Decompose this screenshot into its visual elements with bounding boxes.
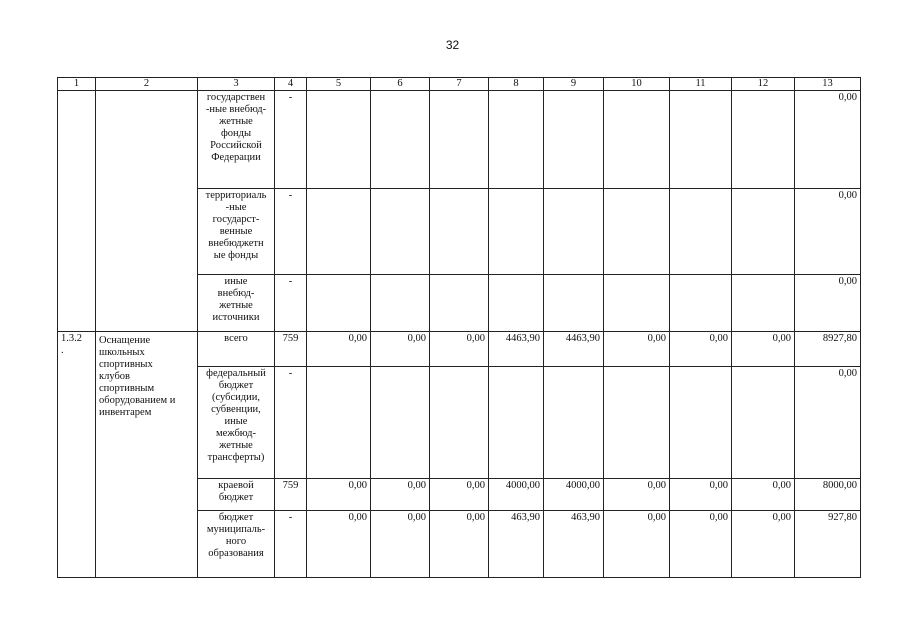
value-cell: 4000,00 — [544, 479, 604, 511]
total-cell: 0,00 — [795, 367, 861, 479]
value-cell: 4463,90 — [489, 332, 544, 367]
value-cell: 0,00 — [430, 332, 489, 367]
table-row — [58, 332, 861, 367]
header-cell: 3 — [198, 78, 275, 91]
value-cell: 0,00 — [371, 511, 430, 578]
empty-cell — [58, 91, 96, 332]
value-cell: 0,00 — [670, 332, 732, 367]
value-cell — [489, 275, 544, 332]
code-cell: - — [275, 91, 307, 189]
value-cell — [489, 91, 544, 189]
code-cell: - — [275, 367, 307, 479]
value-cell — [604, 91, 670, 189]
value-cell — [371, 367, 430, 479]
code-cell: 759 — [275, 332, 307, 367]
value-cell: 0,00 — [430, 511, 489, 578]
header-cell: 6 — [371, 78, 430, 91]
table-row — [58, 91, 861, 189]
header-cell: 7 — [430, 78, 489, 91]
header-cell: 4 — [275, 78, 307, 91]
value-cell — [732, 367, 795, 479]
funding-source-cell: федеральный бюджет (субсидии, субвенции, иные межбюд- жетные трансферты) — [198, 367, 275, 479]
total-cell: 0,00 — [795, 91, 861, 189]
value-cell — [544, 275, 604, 332]
header-cell: 10 — [604, 78, 670, 91]
value-cell: 0,00 — [371, 479, 430, 511]
total-cell: 8000,00 — [795, 479, 861, 511]
value-cell — [371, 189, 430, 275]
code-cell: 759 — [275, 479, 307, 511]
funding-source-cell: всего — [198, 332, 275, 367]
value-cell: 0,00 — [307, 511, 371, 578]
value-cell: 0,00 — [430, 479, 489, 511]
funding-source-cell: территориаль -ные государст- венные внебюджетн ые фонды — [198, 189, 275, 275]
header-row — [58, 78, 861, 91]
value-cell — [604, 189, 670, 275]
value-cell — [371, 275, 430, 332]
header-cell: 2 — [96, 78, 198, 91]
value-cell: 0,00 — [732, 479, 795, 511]
value-cell: 0,00 — [732, 332, 795, 367]
header-cell: 1 — [58, 78, 96, 91]
funding-source-cell: бюджет муниципаль- ного образования — [198, 511, 275, 578]
value-cell: 463,90 — [489, 511, 544, 578]
budget-table — [57, 77, 861, 578]
value-cell — [670, 275, 732, 332]
value-cell — [732, 91, 795, 189]
value-cell: 0,00 — [670, 511, 732, 578]
funding-source-cell: иные внебюд- жетные источники — [198, 275, 275, 332]
value-cell — [307, 189, 371, 275]
value-cell: 463,90 — [544, 511, 604, 578]
value-cell — [371, 91, 430, 189]
item-name-cell: Оснащение школьных спортивных клубов спортивным оборудованием и инвентарем — [96, 332, 198, 578]
header-cell: 12 — [732, 78, 795, 91]
value-cell — [670, 189, 732, 275]
value-cell — [544, 367, 604, 479]
value-cell: 0,00 — [307, 332, 371, 367]
value-cell: 0,00 — [670, 479, 732, 511]
funding-source-cell: краевой бюджет — [198, 479, 275, 511]
value-cell — [307, 91, 371, 189]
value-cell: 4000,00 — [489, 479, 544, 511]
value-cell — [732, 189, 795, 275]
code-cell: - — [275, 275, 307, 332]
value-cell: 0,00 — [604, 332, 670, 367]
total-cell: 0,00 — [795, 189, 861, 275]
value-cell: 0,00 — [604, 511, 670, 578]
value-cell — [732, 275, 795, 332]
header-cell: 11 — [670, 78, 732, 91]
code-cell: - — [275, 511, 307, 578]
value-cell — [544, 189, 604, 275]
code-cell: - — [275, 189, 307, 275]
total-cell: 0,00 — [795, 275, 861, 332]
value-cell: 4463,90 — [544, 332, 604, 367]
value-cell — [430, 91, 489, 189]
value-cell — [670, 91, 732, 189]
header-cell: 5 — [307, 78, 371, 91]
page-number: 32 — [445, 38, 460, 52]
header-cell: 8 — [489, 78, 544, 91]
funding-source-cell: государствен -ные внебюд- жетные фонды Российской Федерации — [198, 91, 275, 189]
total-cell: 8927,80 — [795, 332, 861, 367]
total-cell: 927,80 — [795, 511, 861, 578]
value-cell — [307, 367, 371, 479]
value-cell — [430, 367, 489, 479]
value-cell — [489, 367, 544, 479]
value-cell: 0,00 — [371, 332, 430, 367]
value-cell: 0,00 — [732, 511, 795, 578]
value-cell — [604, 275, 670, 332]
header-cell: 13 — [795, 78, 861, 91]
value-cell — [489, 189, 544, 275]
value-cell — [430, 275, 489, 332]
header-cell: 9 — [544, 78, 604, 91]
item-number-cell: 1.3.2 . — [58, 332, 96, 578]
value-cell — [307, 275, 371, 332]
value-cell: 0,00 — [307, 479, 371, 511]
value-cell: 0,00 — [604, 479, 670, 511]
value-cell — [544, 91, 604, 189]
value-cell — [604, 367, 670, 479]
empty-cell — [96, 91, 198, 332]
value-cell — [670, 367, 732, 479]
value-cell — [430, 189, 489, 275]
